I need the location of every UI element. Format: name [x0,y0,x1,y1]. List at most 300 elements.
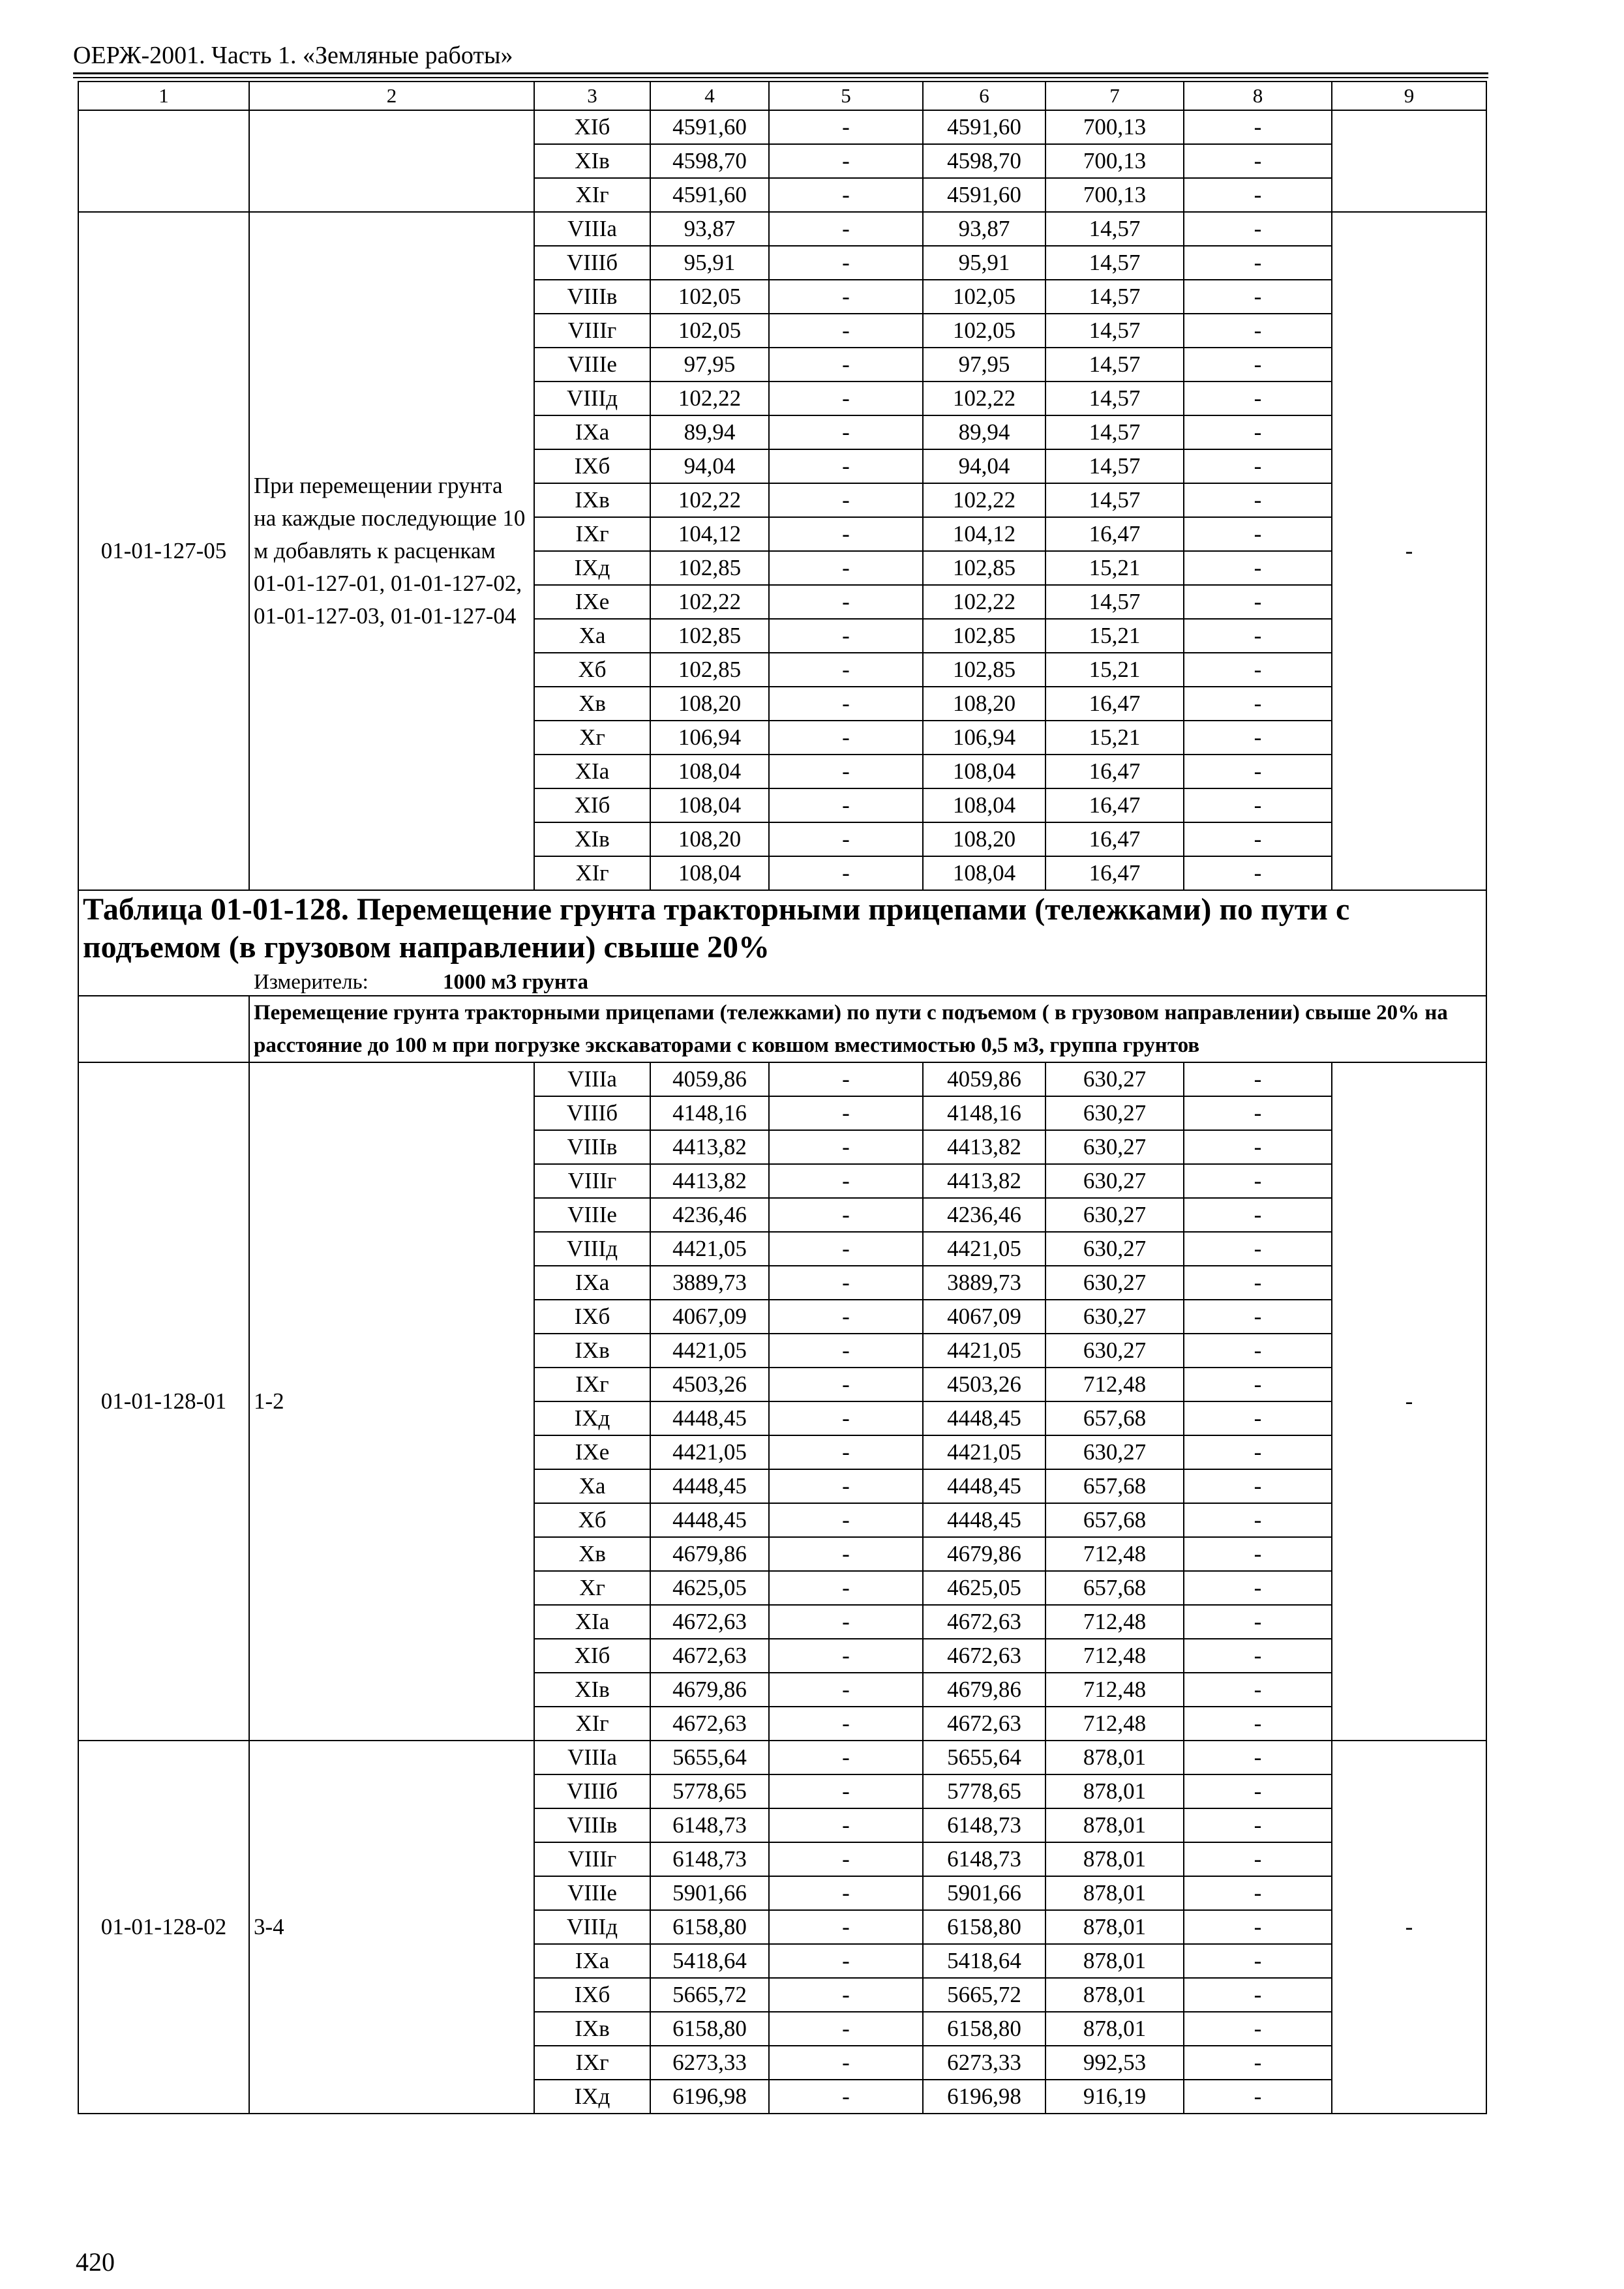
cell-g: IXд [534,1401,650,1435]
cell-c6: 108,20 [923,822,1045,856]
cell-c8: - [1184,1605,1332,1639]
cell-c8: - [1184,551,1332,585]
cell-g: VIIIа [534,1741,650,1774]
cell-g: Xб [534,1503,650,1537]
cell-c8: - [1184,687,1332,721]
cell-c5: - [769,856,923,890]
cell-c7: 712,48 [1045,1639,1184,1673]
code-cell [78,110,249,212]
cell-c5: - [769,1198,923,1232]
cell-c4: 5778,65 [650,1774,769,1808]
cell-c8: - [1184,1232,1332,1266]
cell-g: VIIIа [534,1062,650,1096]
cell-c8: - [1184,1673,1332,1707]
cell-c8: - [1184,1537,1332,1571]
cell-c6: 4679,86 [923,1673,1045,1707]
cell-c5: - [769,1707,923,1741]
cell-c5: - [769,653,923,687]
cell-c8: - [1184,1910,1332,1944]
cell-g: IXв [534,483,650,517]
cell-g: XIа [534,755,650,788]
cell-c4: 4448,45 [650,1503,769,1537]
cell-c4: 4421,05 [650,1232,769,1266]
cell-c4: 102,22 [650,585,769,619]
cell-g: XIв [534,144,650,178]
cell-c5: - [769,2012,923,2046]
cell-c6: 6273,33 [923,2046,1045,2080]
cell-g: XIв [534,1673,650,1707]
col9-cell: - [1332,1062,1486,1741]
cell-g: Xг [534,1571,650,1605]
cell-c6: 4672,63 [923,1605,1045,1639]
cell-c5: - [769,2046,923,2080]
column-number-row [78,82,1486,110]
cell-c8: - [1184,1435,1332,1469]
cell-c4: 6148,73 [650,1842,769,1876]
cell-c7: 630,27 [1045,1300,1184,1334]
cell-c6: 102,22 [923,483,1045,517]
cell-c8: - [1184,856,1332,890]
cell-c7: 916,19 [1045,2080,1184,2114]
cell-c8: - [1184,755,1332,788]
cell-c8: - [1184,517,1332,551]
cell-c6: 6148,73 [923,1842,1045,1876]
cell-g: VIIIд [534,1232,650,1266]
cell-g: IXг [534,517,650,551]
cell-g: Xв [534,1537,650,1571]
cell-c4: 6158,80 [650,1910,769,1944]
cell-c4: 5418,64 [650,1944,769,1978]
cell-c4: 102,85 [650,551,769,585]
cell-c7: 14,57 [1045,314,1184,348]
cell-c7: 14,57 [1045,212,1184,246]
rate-description: При перемещении грунта на каждые последующие 10 м добавлять к расценкам 01-01-127-01, 01-01-127-02, 01-01-127-03, 01-01-127-04 [249,212,534,890]
header-rule [73,72,1488,74]
table-title-row [78,890,1486,996]
cell-g: XIг [534,178,650,212]
cell-c7: 16,47 [1045,788,1184,822]
cell-c7: 630,27 [1045,1266,1184,1300]
cell-c6: 4148,16 [923,1096,1045,1130]
cell-c4: 4625,05 [650,1571,769,1605]
cell-c4: 102,05 [650,314,769,348]
cell-c8: - [1184,212,1332,246]
cell-c8: - [1184,619,1332,653]
cell-c8: - [1184,415,1332,449]
cell-c6: 4236,46 [923,1198,1045,1232]
cell-c5: - [769,687,923,721]
rate-code: 01-01-128-02 [78,1741,249,2114]
rates-table [78,81,1487,2114]
cell-c7: 878,01 [1045,1808,1184,1842]
cell-g: VIIIв [534,280,650,314]
cell-c7: 14,57 [1045,280,1184,314]
cell-c8: - [1184,1130,1332,1164]
cell-c4: 6148,73 [650,1808,769,1842]
cell-c4: 4679,86 [650,1537,769,1571]
cell-g: VIIIб [534,246,650,280]
cell-c8: - [1184,1842,1332,1876]
cell-c7: 16,47 [1045,856,1184,890]
cell-g: VIIIг [534,1842,650,1876]
cell-c5: - [769,1741,923,1774]
cell-c8: - [1184,1571,1332,1605]
cell-c4: 108,04 [650,856,769,890]
cell-c6: 4413,82 [923,1130,1045,1164]
cell-c7: 878,01 [1045,1774,1184,1808]
cell-c4: 6196,98 [650,2080,769,2114]
cell-c7: 992,53 [1045,2046,1184,2080]
page-number: 420 [76,2247,115,2277]
cell-g: IXа [534,1944,650,1978]
cell-c8: - [1184,178,1332,212]
cell-g: Xа [534,619,650,653]
cell-c7: 657,68 [1045,1503,1184,1537]
cell-c7: 878,01 [1045,1876,1184,1910]
cell-c6: 4448,45 [923,1503,1045,1537]
cell-g: VIIIв [534,1808,650,1842]
cell-c5: - [769,2080,923,2114]
cell-g: VIIIб [534,1096,650,1130]
cell-c5: - [769,415,923,449]
cell-c5: - [769,382,923,415]
cell-c7: 630,27 [1045,1232,1184,1266]
cell-c6: 4672,63 [923,1707,1045,1741]
cell-c5: - [769,585,923,619]
cell-c7: 700,13 [1045,178,1184,212]
cell-c4: 106,94 [650,721,769,755]
cell-c8: - [1184,1944,1332,1978]
cell-c6: 102,85 [923,551,1045,585]
cell-c7: 657,68 [1045,1401,1184,1435]
cell-c4: 4448,45 [650,1401,769,1435]
table-title-cell [78,890,1486,996]
cell-c6: 108,04 [923,856,1045,890]
cell-c4: 6158,80 [650,2012,769,2046]
cell-c5: - [769,551,923,585]
cell-g: IXа [534,415,650,449]
cell-c7: 14,57 [1045,246,1184,280]
rate-description: 3-4 [249,1741,534,2114]
cell-c6: 93,87 [923,212,1045,246]
cell-c7: 630,27 [1045,1096,1184,1130]
cell-c4: 108,20 [650,822,769,856]
cell-c7: 878,01 [1045,1741,1184,1774]
cell-c5: - [769,1639,923,1673]
cell-c7: 630,27 [1045,1164,1184,1198]
cell-c8: - [1184,1096,1332,1130]
cell-c7: 630,27 [1045,1334,1184,1368]
cell-c7: 14,57 [1045,483,1184,517]
cell-c8: - [1184,1503,1332,1537]
cell-c4: 3889,73 [650,1266,769,1300]
cell-c8: - [1184,2046,1332,2080]
cell-c6: 4448,45 [923,1469,1045,1503]
cell-c8: - [1184,585,1332,619]
cell-c6: 4503,26 [923,1368,1045,1401]
cell-c8: - [1184,788,1332,822]
cell-c7: 16,47 [1045,687,1184,721]
cell-c5: - [769,1368,923,1401]
cell-c7: 657,68 [1045,1469,1184,1503]
cell-g: Xа [534,1469,650,1503]
cell-c4: 6273,33 [650,2046,769,2080]
measure-label: Измеритель: [254,970,368,994]
cell-c6: 5778,65 [923,1774,1045,1808]
column-number: 7 [1045,82,1184,110]
cell-g: Xг [534,721,650,755]
cell-c8: - [1184,2012,1332,2046]
cell-g: XIг [534,856,650,890]
cell-c7: 15,21 [1045,551,1184,585]
cell-c8: - [1184,314,1332,348]
cell-c5: - [769,721,923,755]
column-number: 9 [1332,82,1486,110]
cell-c4: 4672,63 [650,1605,769,1639]
cell-c4: 4672,63 [650,1707,769,1741]
cell-c5: - [769,1300,923,1334]
cell-c8: - [1184,449,1332,483]
cell-c4: 4421,05 [650,1435,769,1469]
cell-c6: 4598,70 [923,144,1045,178]
cell-c7: 16,47 [1045,517,1184,551]
cell-c6: 6158,80 [923,1910,1045,1944]
column-number: 4 [650,82,769,110]
cell-c7: 15,21 [1045,619,1184,653]
cell-c5: - [769,822,923,856]
cell-c5: - [769,483,923,517]
cell-c4: 4591,60 [650,178,769,212]
cell-c4: 4067,09 [650,1300,769,1334]
cell-c8: - [1184,382,1332,415]
cell-c8: - [1184,1368,1332,1401]
cell-c8: - [1184,1707,1332,1741]
cell-c5: - [769,1503,923,1537]
cell-c4: 108,20 [650,687,769,721]
cell-c5: - [769,212,923,246]
cell-c4: 108,04 [650,788,769,822]
cell-c6: 6158,80 [923,2012,1045,2046]
cell-c6: 102,22 [923,585,1045,619]
cell-c5: - [769,348,923,382]
cell-c8: - [1184,1808,1332,1842]
cell-c7: 15,21 [1045,721,1184,755]
cell-c6: 4067,09 [923,1300,1045,1334]
cell-c4: 4448,45 [650,1469,769,1503]
cell-c6: 5901,66 [923,1876,1045,1910]
cell-c5: - [769,1096,923,1130]
cell-g: IXб [534,1300,650,1334]
cell-c8: - [1184,1639,1332,1673]
cell-c5: - [769,1876,923,1910]
cell-c4: 95,91 [650,246,769,280]
cell-c4: 102,22 [650,483,769,517]
cell-c7: 700,13 [1045,110,1184,144]
cell-c4: 93,87 [650,212,769,246]
cell-c5: - [769,1978,923,2012]
column-number: 1 [78,82,249,110]
cell-c8: - [1184,348,1332,382]
cell-c6: 94,04 [923,449,1045,483]
cell-c4: 5665,72 [650,1978,769,2012]
cell-c7: 630,27 [1045,1198,1184,1232]
cell-c4: 108,04 [650,755,769,788]
cell-g: VIIIд [534,1910,650,1944]
cell-c6: 4679,86 [923,1537,1045,1571]
col9-cell: - [1332,212,1486,890]
cell-c4: 5655,64 [650,1741,769,1774]
cell-c7: 16,47 [1045,822,1184,856]
cell-c7: 712,48 [1045,1707,1184,1741]
cell-c8: - [1184,246,1332,280]
cell-c6: 4448,45 [923,1401,1045,1435]
cell-g: XIб [534,788,650,822]
cell-g: VIIIа [534,212,650,246]
cell-c6: 95,91 [923,246,1045,280]
cell-c4: 102,85 [650,619,769,653]
cell-c5: - [769,1673,923,1707]
cell-c5: - [769,110,923,144]
cell-c5: - [769,1401,923,1435]
cell-c7: 878,01 [1045,2012,1184,2046]
cell-c4: 5901,66 [650,1876,769,1910]
cell-c8: - [1184,1876,1332,1910]
cell-c5: - [769,1062,923,1096]
cell-c8: - [1184,1401,1332,1435]
cell-c6: 108,04 [923,788,1045,822]
cell-c6: 6196,98 [923,2080,1045,2114]
cell-c7: 16,47 [1045,755,1184,788]
cell-c6: 4421,05 [923,1435,1045,1469]
column-number: 6 [923,82,1045,110]
cell-g: VIIIе [534,1198,650,1232]
cell-c6: 102,05 [923,280,1045,314]
measure-value: 1000 м3 грунта [443,970,589,994]
cell-c4: 4413,82 [650,1130,769,1164]
cell-c8: - [1184,822,1332,856]
cell-c5: - [769,449,923,483]
cell-g: Xб [534,653,650,687]
cell-c8: - [1184,1266,1332,1300]
cell-c8: - [1184,1774,1332,1808]
cell-c5: - [769,1537,923,1571]
cell-g: VIIIе [534,348,650,382]
cell-c4: 4591,60 [650,110,769,144]
section-row [78,996,1486,1062]
cell-c7: 878,01 [1045,1944,1184,1978]
cell-c5: - [769,619,923,653]
cell-c8: - [1184,1469,1332,1503]
cell-c5: - [769,1944,923,1978]
cell-g: IXа [534,1266,650,1300]
cell-c8: - [1184,1741,1332,1774]
cell-c4: 4148,16 [650,1096,769,1130]
cell-c6: 102,05 [923,314,1045,348]
cell-c7: 712,48 [1045,1537,1184,1571]
column-number: 8 [1184,82,1332,110]
cell-g: VIIIе [534,1876,650,1910]
cell-c6: 4421,05 [923,1334,1045,1368]
cell-g: VIIIд [534,382,650,415]
cell-c5: - [769,517,923,551]
cell-c4: 102,05 [650,280,769,314]
cell-c6: 104,12 [923,517,1045,551]
section-description: Перемещение грунта тракторными прицепами (тележками) по пути с подъемом ( в грузовом направлении) свыше 20% на расстояние до 100 м при погрузке экскаваторами с ковшом вместимостью 0,5 м3, группа грунтов [249,996,1486,1062]
cell-g: XIг [534,1707,650,1741]
cell-c6: 5655,64 [923,1741,1045,1774]
cell-g: VIIIб [534,1774,650,1808]
cell-c6: 97,95 [923,348,1045,382]
cell-c5: - [769,1334,923,1368]
desc-cell [249,110,534,212]
cell-c5: - [769,1605,923,1639]
cell-c8: - [1184,1334,1332,1368]
cell-g: IXб [534,1978,650,2012]
cell-c4: 4503,26 [650,1368,769,1401]
cell-c7: 657,68 [1045,1571,1184,1605]
cell-g: VIIIг [534,314,650,348]
cell-c8: - [1184,144,1332,178]
cell-c7: 700,13 [1045,144,1184,178]
rate-code: 01-01-127-05 [78,212,249,890]
cell-c4: 4598,70 [650,144,769,178]
cell-c7: 630,27 [1045,1435,1184,1469]
cell-c5: - [769,1232,923,1266]
table-row [78,212,1486,246]
cell-c7: 14,57 [1045,585,1184,619]
cell-c5: - [769,1469,923,1503]
cell-c6: 4059,86 [923,1062,1045,1096]
cell-c7: 14,57 [1045,415,1184,449]
cell-c6: 108,20 [923,687,1045,721]
table-title: Таблица 01-01-128. Перемещение грунта тракторными прицепами (тележками) по пути с подъемом (в грузовом направлении) свыше 20% [83,892,1350,965]
cell-c6: 4421,05 [923,1232,1045,1266]
cell-c7: 14,57 [1045,382,1184,415]
cell-c8: - [1184,1300,1332,1334]
cell-c5: - [769,1774,923,1808]
cell-g: VIIIг [534,1164,650,1198]
cell-c4: 4236,46 [650,1198,769,1232]
cell-c5: - [769,788,923,822]
cell-c6: 5418,64 [923,1944,1045,1978]
cell-c5: - [769,1266,923,1300]
page-header: ОЕРЖ-2001. Часть 1. «Земляные работы» [73,42,513,69]
cell-c4: 102,22 [650,382,769,415]
cell-c7: 878,01 [1045,1910,1184,1944]
cell-c8: - [1184,1164,1332,1198]
col9-cell [1332,110,1486,212]
cell-c8: - [1184,1198,1332,1232]
cell-g: XIв [534,822,650,856]
cell-c6: 6148,73 [923,1808,1045,1842]
cell-c8: - [1184,1062,1332,1096]
cell-c7: 878,01 [1045,1978,1184,2012]
header-rule-thin [73,77,1488,78]
cell-c4: 4413,82 [650,1164,769,1198]
cell-c4: 4421,05 [650,1334,769,1368]
cell-c8: - [1184,110,1332,144]
cell-c6: 4591,60 [923,110,1045,144]
cell-g: IXе [534,585,650,619]
cell-c6: 108,04 [923,755,1045,788]
cell-c8: - [1184,721,1332,755]
cell-c4: 4672,63 [650,1639,769,1673]
rate-description: 1-2 [249,1062,534,1741]
cell-c7: 14,57 [1045,449,1184,483]
column-number: 2 [249,82,534,110]
cell-c5: - [769,1164,923,1198]
cell-c5: - [769,280,923,314]
